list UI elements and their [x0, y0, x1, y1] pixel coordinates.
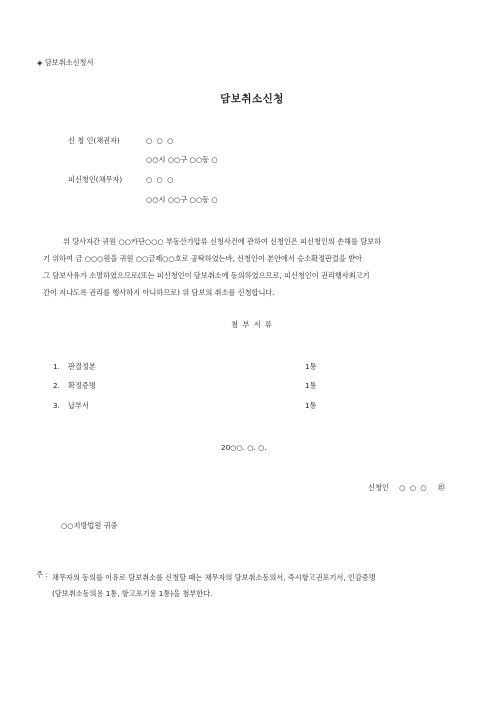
respondent-label: 피신청인(채무자) — [68, 175, 123, 184]
signature-name: ○ ○ ○ — [399, 483, 428, 492]
attachment-name: 납부서 — [68, 401, 89, 410]
signature-block — [368, 483, 445, 493]
attachment-count: 1통 — [305, 362, 317, 371]
signature-label: 신청인 — [368, 483, 389, 492]
note-line: (담보취소동의용 1통, 항고포기용 1통)을 첨부한다. — [52, 589, 213, 598]
respondent-name: ○ ○ ○ — [146, 175, 175, 184]
attachment-count: 1통 — [305, 401, 317, 410]
applicant-address: ○○시 ○○구 ○○동 ○ — [146, 155, 218, 164]
note-prefix: 주 : — [36, 570, 48, 579]
attachment-count: 1통 — [305, 381, 317, 390]
attachment-no: 1. — [53, 362, 60, 371]
court-addressee: ○○지방법원 귀중 — [61, 521, 118, 530]
body-line: 위 당사자간 귀원 ○○카단○○○ 부동산가압류 신청사건에 관하여 신청인은 피신청인의 손해를 담보하 — [63, 237, 382, 246]
attachment-name: 확정증명 — [68, 381, 96, 390]
document-header — [37, 58, 93, 68]
applicant-label: 신 청 인(채권자) — [68, 136, 120, 145]
page-title: 담보취소신청 — [220, 93, 284, 105]
seal-icon: ㊞ — [437, 483, 446, 492]
attachment-no: 3. — [53, 401, 60, 410]
body-paragraph — [43, 233, 463, 301]
body-line: 기 위하여 금 ○○○원을 귀원 ○○금제○○호로 공탁하였는바, 신청인이 본안에서 승소확정판결을 받아 — [43, 254, 362, 263]
note-text — [52, 570, 482, 602]
body-line: 간이 지나도록 권리를 행사하지 아니하므로) 위 담보의 취소를 신청합니다. — [43, 288, 275, 297]
applicant-name: ○ ○ ○ — [146, 136, 175, 145]
respondent-address: ○○시 ○○구 ○○동 ○ — [146, 195, 218, 204]
form-label: 담보취소신청서 — [44, 58, 94, 67]
document-date: 20○○. ○. ○. — [221, 443, 267, 452]
attachments-heading: 첨 부 서 류 — [231, 320, 273, 329]
diamond-marker-icon: ◈ — [37, 58, 43, 67]
attachment-name: 판결정본 — [68, 362, 96, 371]
body-line: 그 담보사유가 소멸하였으므로(또는 피신청인이 담보취소에 동의하였으므로, 피신청인이 권리행사최고기 — [43, 271, 370, 280]
note-line: 채무자의 동의를 이유로 담보취소를 신청할 때는 채무자의 담보취소동의서, 즉시항고권포기서, 인감증명 — [52, 573, 376, 582]
attachment-no: 2. — [53, 381, 60, 390]
